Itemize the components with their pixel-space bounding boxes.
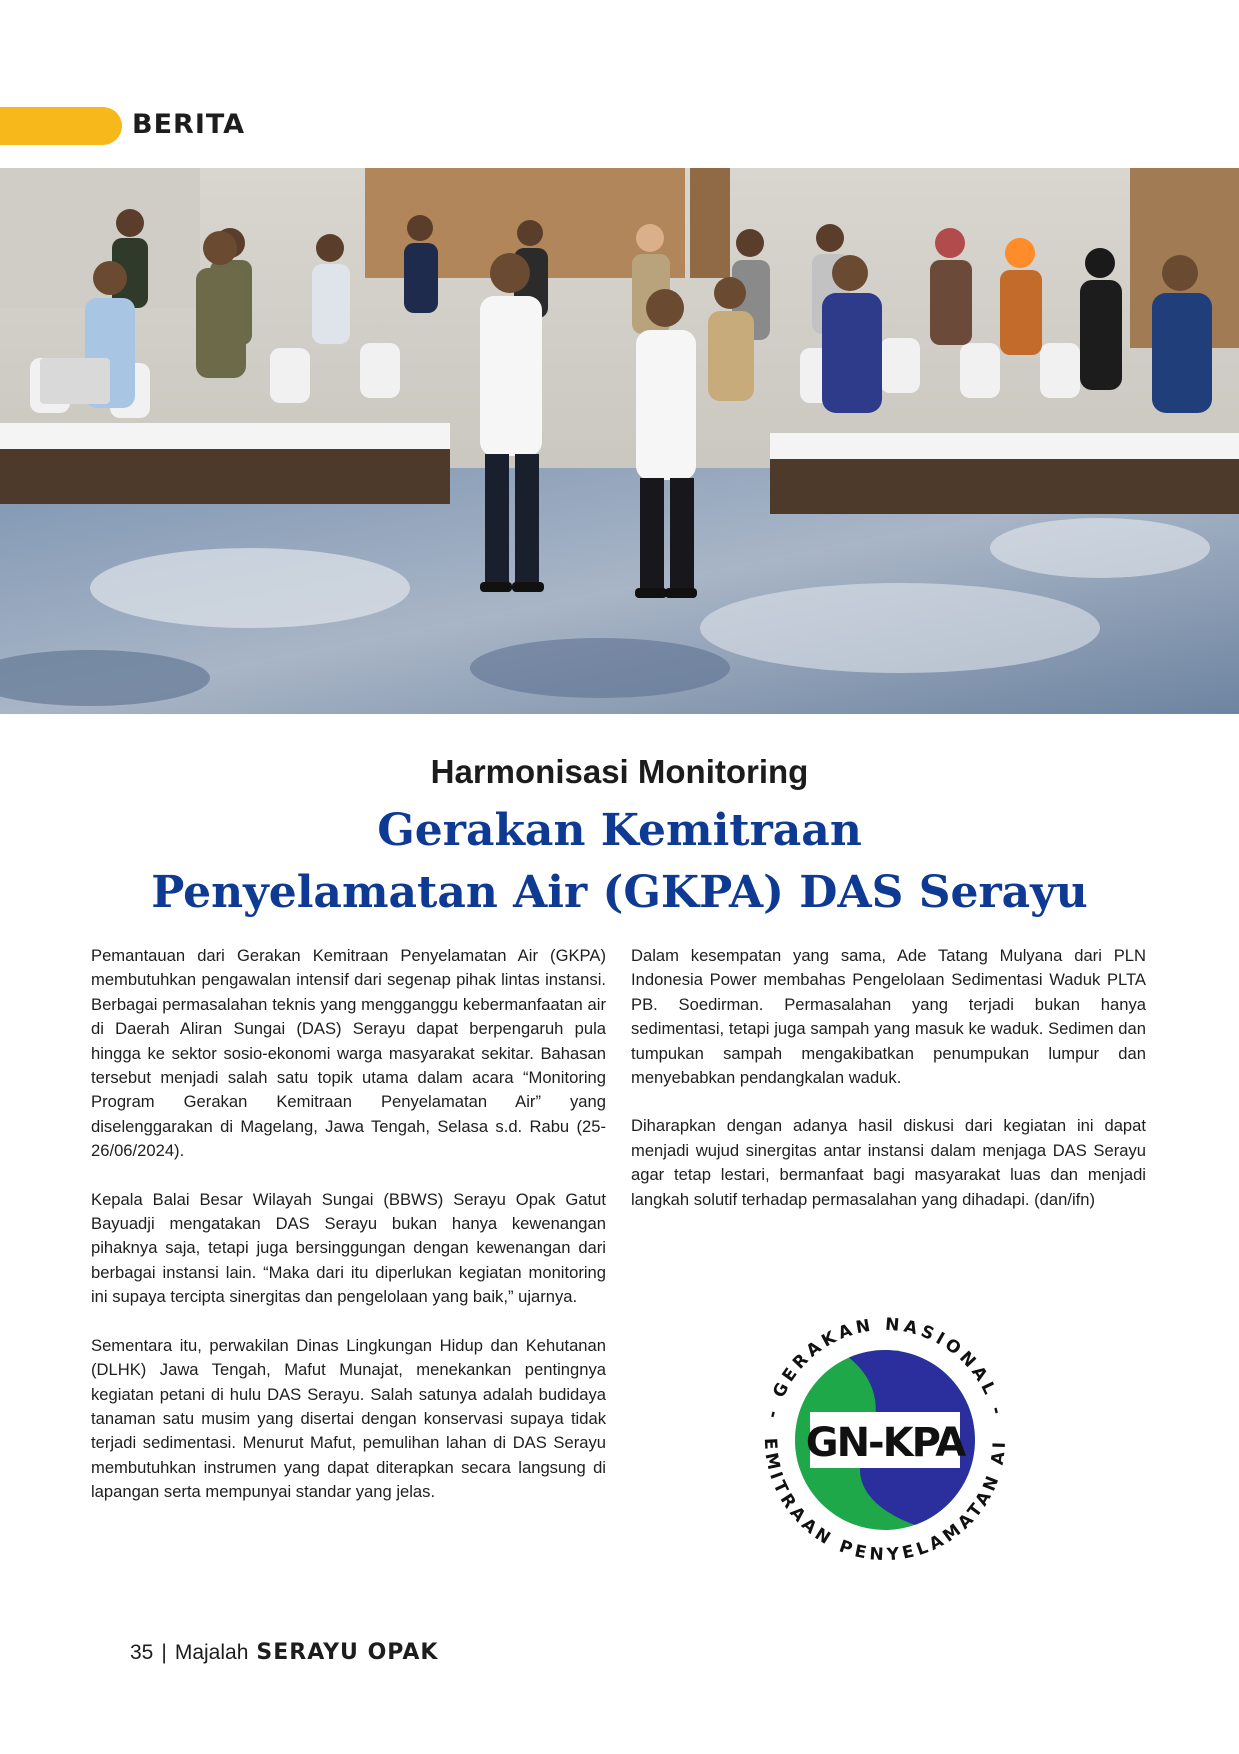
paragraph: Kepala Balai Besar Wilayah Sungai (BBWS) Serayu Opak Gatut Bayuadji mengatakan DAS Serayu bukan hanya kewenangan pihaknya saja, tetapi juga bersinggungan dengan kewenangan dari berbagai instansi lain. “Maka dari itu diperlukan kegiatan monitoring ini supaya tercipta sinergitas dan pengelolaan yang baik,” ujarnya. [91, 1189, 606, 1307]
headline-line-2: Penyelamatan Air (GKPA) DAS Serayu [151, 867, 1088, 918]
footer-separator: | [161, 1641, 167, 1664]
footer-prefix: Majalah [174, 1641, 249, 1664]
right-column [631, 944, 1146, 1236]
article-kicker: Harmonisasi Monitoring [430, 753, 809, 790]
svg-text:- GERAKAN NASIONAL -: - GERAKAN NASIONAL - [762, 1314, 1008, 1421]
paragraph: Diharapkan dengan adanya hasil diskusi dari kegiatan ini dapat menjadi wujud sinergitas antar instansi dalam menjaga DAS Serayu agar tetap lestari, bermanfaat bagi masyarakat luas dan menjadi langkah solutif terhadap permasalahan yang dihadapi. (dan/ifn) [631, 1116, 1146, 1209]
section-label: BERITA [132, 109, 246, 140]
section-tab [0, 107, 122, 145]
svg-text:GN-KPA: GN-KPA [805, 1420, 965, 1466]
article-headline [60, 800, 1179, 924]
paragraph: Sementara itu, perwakilan Dinas Lingkungan Hidup dan Kehutanan (DLHK) Jawa Tengah, Mafut Munajat, menekankan pentingnya kegiatan petani di hulu DAS Serayu. Salah satunya adalah budidaya tanaman satu musim yang disertai dengan konservasi supaya tidak terjadi sedimentasi. Menurut Mafut, pemulihan lahan di DAS Serayu membutuhkan instrumen yang dapat diterapkan secara langsung di lapangan serta mempunyai standar yang jelas. [91, 1335, 606, 1502]
page-footer [130, 1640, 438, 1665]
paragraph: Dalam kesempatan yang sama, Ade Tatang Mulyana dari PLN Indonesia Power membahas Pengelolaan Sedimentasi Waduk PLTA PB. Soedirman. Permasalahan yang terjadi bukan hanya sedimentasi, tetapi juga sampah yang masuk ke waduk. Sedimen dan tumpukan sampah mengakibatkan penumpukan lumpur dan menyebabkan pendangkalan waduk. [631, 946, 1146, 1088]
paragraph: Pemantauan dari Gerakan Kemitraan Penyelamatan Air (GKPA) membutuhkan pengawalan intensif dari segenap pihak lintas instansi. Berbagai permasalahan teknis yang mengganggu kebermanfaatan air di Daerah Aliran Sungai (DAS) Serayu dapat berpengaruh pula hingga ke sektor sosio-ekonomi warga masyarakat sekitar. Bahasan tersebut menjadi salah satu topik utama dalam acara “Monitoring Program Gerakan Kemitraan Penyelamatan Air” yang diselenggarakan di Magelang, Jawa Tengah, Selasa s.d. Rabu (25-26/06/2024). [91, 946, 606, 1161]
page-number: 35 [130, 1641, 154, 1664]
group-photo [0, 168, 1239, 714]
gnkpa-logo [735, 1290, 1035, 1590]
magazine-brand: SERAYU OPAK [256, 1640, 439, 1665]
svg-text:KEMITRAAN PENYELAMATAN AIR: EMITRAAN PENYELAMATAN AI [759, 1437, 1011, 1566]
headline-line-1: Gerakan Kemitraan [377, 805, 862, 856]
left-column [91, 944, 606, 1529]
